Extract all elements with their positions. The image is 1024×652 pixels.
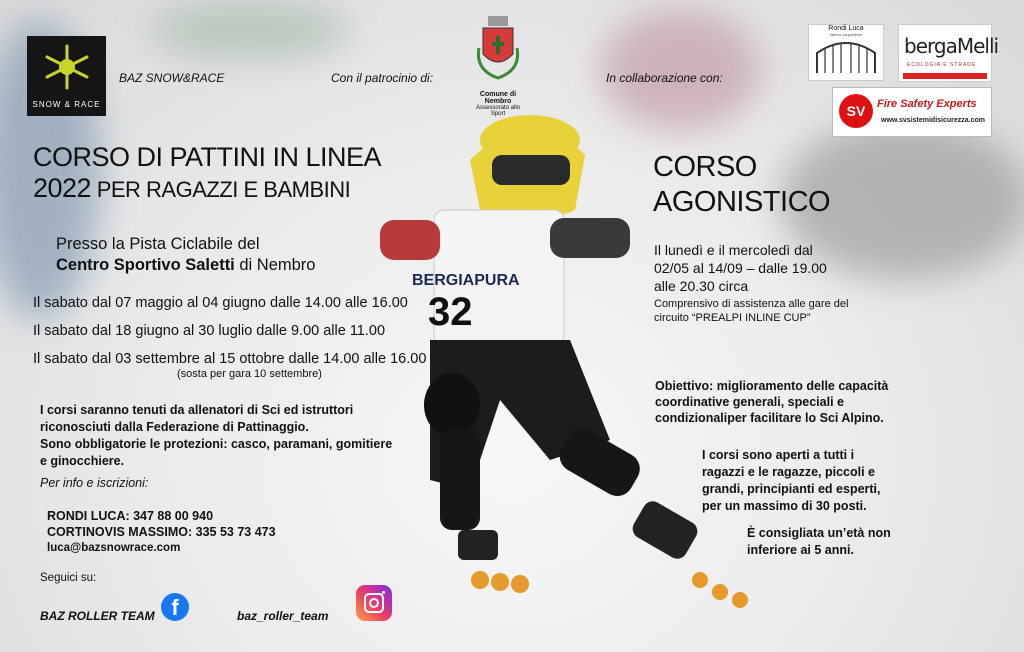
agonistic-title-line1: CORSO [653, 151, 757, 183]
course-title-line1: CORSO DI PATTINI IN LINEA [33, 142, 382, 172]
objective-line2: coordinative generali, speciali e [655, 395, 844, 409]
patronage-label: Con il patrocinio di: [331, 71, 434, 85]
course-title-year: 2022 [33, 173, 92, 203]
instagram-handle: baz_roller_team [237, 609, 329, 623]
days-line1: Il lunedì e il mercoledì dal [654, 242, 813, 258]
crest-caption: Comune di Nembro [479, 91, 517, 105]
age-recommendation [747, 525, 891, 559]
fse-logo-text: Fire Safety Experts [877, 98, 977, 110]
objective-line3: condizionaliper facilitare lo Sci Alpino. [655, 411, 884, 425]
coach-line1: I corsi saranno tenuti da allenatori di Sci ed istruttori [40, 403, 354, 417]
coach-line4: e ginocchiere. [40, 454, 125, 468]
open-line4: per un massimo di 30 posti. [702, 499, 867, 513]
age-line2: inferiore ai 5 anni. [747, 543, 854, 557]
venue [56, 234, 315, 276]
fse-logo-url: www.svsistemidisicurezza.com [881, 117, 986, 124]
agonistic-title-line2: AGONISTICO [653, 186, 831, 218]
coach-info [40, 402, 392, 470]
schedule-item-2: Il sabato dal 18 giugno al 30 luglio dalle 9.00 alle 11.00 [33, 323, 386, 339]
venue-town: di Nembro [234, 256, 316, 274]
baz-logo-text: SNOW & RACE [32, 100, 101, 109]
coach-line2: riconosciuti dalla Federazione di Pattinaggio. [40, 420, 309, 434]
snowflake-icon [44, 44, 90, 90]
crest-subcaption: Assessorato allo Sport [475, 105, 521, 117]
gate-icon [813, 37, 879, 75]
sv-logo-mark: SV [839, 94, 873, 128]
venue-name: Centro Sportivo Saletti [56, 256, 235, 274]
info-label: Per info e iscrizioni: [40, 476, 149, 490]
rondi-logo-sub: fabbro carpentiere [829, 32, 863, 37]
open-line3: grandi, principianti ed esperti, [702, 482, 881, 496]
contact-rondi: RONDI LUCA: 347 88 00 940 [47, 509, 214, 523]
crest-icon [473, 14, 523, 84]
follow-label: Seguici su: [40, 572, 97, 584]
compr-line2: circuito “PREALPI INLINE CUP” [654, 312, 811, 324]
venue-line1: Presso la Pista Ciclabile del [56, 235, 260, 253]
days-line3: alle 20.30 circa [654, 278, 749, 294]
brand-name: BAZ SNOW&RACE [119, 71, 225, 85]
facebook-icon[interactable]: f [161, 593, 189, 621]
contacts [47, 508, 276, 556]
days-line2: 02/05 al 14/09 – dalle 19.00 [654, 260, 827, 276]
baz-logo [27, 36, 106, 116]
open-to-all [702, 447, 881, 515]
instagram-icon[interactable] [356, 585, 392, 621]
schedule-item-3: Il sabato dal 03 settembre al 15 ottobre dalle 14.00 alle 16.00 [33, 351, 427, 367]
collab-label: In collaborazione con: [606, 71, 723, 85]
course-title-line2: PER RAGAZZI E BAMBINI [91, 177, 351, 202]
open-line2: ragazzi e le ragazze, piccoli e [702, 465, 875, 479]
objective [655, 378, 888, 426]
schedule-note: (sosta per gara 10 settembre) [177, 368, 322, 380]
bib-number: 32 [428, 290, 473, 334]
agonistic-title [653, 150, 830, 220]
bergamelli-logo [898, 24, 999, 82]
team-name: BAZ ROLLER TEAM [40, 609, 155, 623]
contact-email[interactable]: luca@bazsnowrace.com [47, 542, 181, 554]
course-title [33, 142, 381, 205]
nembro-crest [468, 14, 528, 117]
compr-line1: Comprensivo di assistenza alle gare del [654, 298, 849, 310]
age-line1: È consigliata un’età non [747, 526, 891, 540]
coach-line3: Sono obbligatorie le protezioni: casco, paramani, gomitiere [40, 437, 393, 451]
rondi-logo [808, 24, 884, 81]
contact-cortinovis: CORTINOVIS MASSIMO: 335 53 73 473 [47, 525, 276, 539]
agonistic-schedule [654, 241, 827, 295]
rondi-logo-text: Rondi Luca [828, 25, 864, 32]
objective-line1: Obiettivo: miglioramento delle capacità [655, 379, 889, 393]
fire-safety-logo [832, 87, 992, 137]
open-line1: I corsi sono aperti a tutti i [702, 448, 855, 462]
bergamelli-sub: ECOLOGIA E STRADE [907, 62, 977, 68]
bergamelli-name: bergaMelli [904, 34, 999, 58]
bergamelli-bar [903, 73, 987, 79]
schedule-item-1: Il sabato dal 07 maggio al 04 giugno dalle 14.00 alle 16.00 [33, 295, 408, 311]
bib-sponsor: BERGIAPURA [412, 272, 520, 289]
assistance-note [654, 297, 848, 325]
